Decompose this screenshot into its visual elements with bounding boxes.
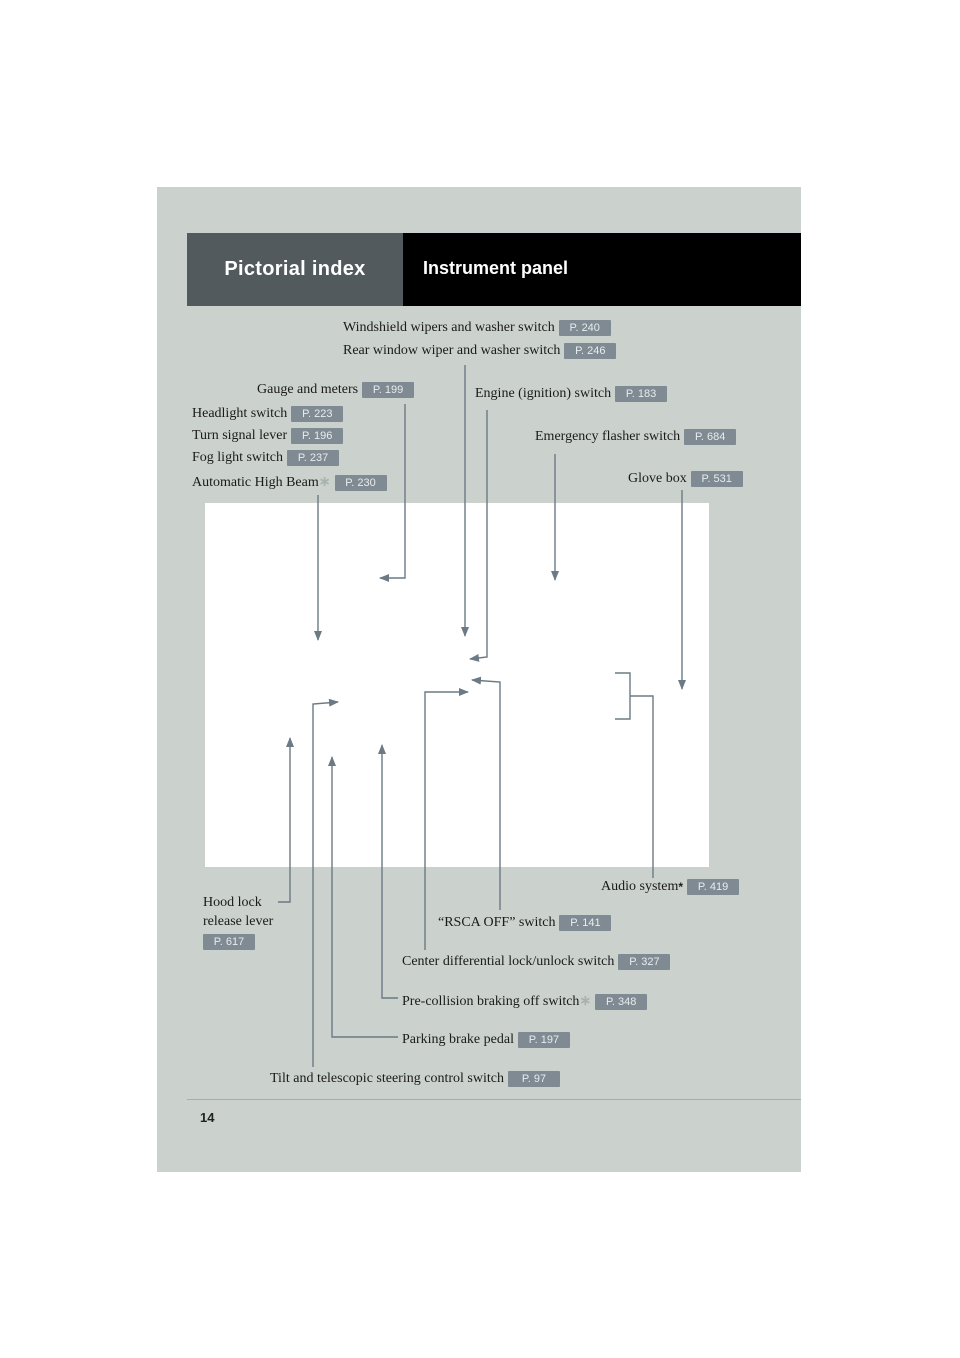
label-auto-high-beam	[192, 472, 387, 492]
page-ref-badge[interactable]: P. 327	[618, 954, 670, 970]
label-text: Fog light switch	[192, 450, 284, 465]
label-windshield-wipers	[343, 319, 611, 337]
label-center-diff	[402, 953, 670, 971]
leader-engine	[470, 410, 487, 659]
leader-pre-collision	[382, 745, 398, 998]
label-gauge-meters	[257, 381, 414, 399]
label-parking-brake	[402, 1031, 570, 1049]
label-text: Parking brake pedal	[402, 1032, 514, 1047]
label-hood-lock	[203, 893, 273, 951]
label-text: Windshield wipers and washer switch	[343, 320, 555, 335]
label-rsca-off	[438, 914, 611, 932]
page-ref-badge[interactable]: P. 97	[508, 1071, 560, 1087]
label-tilt-telescopic	[270, 1070, 560, 1088]
optional-equipment-mark: ∗	[579, 992, 592, 1008]
page-ref-badge[interactable]: P. 196	[291, 428, 343, 444]
footnote-mark: *	[678, 880, 684, 894]
section-title: Pictorial index	[224, 258, 366, 280]
page-ref-badge[interactable]: P. 197	[518, 1032, 570, 1048]
label-text: Engine (ignition) switch	[475, 386, 612, 401]
page-ref-badge[interactable]: P. 183	[615, 386, 667, 402]
label-audio-system	[601, 878, 739, 896]
footer-rule	[187, 1099, 801, 1100]
leader-audio	[630, 696, 653, 878]
page-ref-badge[interactable]: P. 199	[362, 382, 414, 398]
label-text: Tilt and telescopic steering control switch	[270, 1071, 504, 1086]
label-fog-light	[192, 449, 339, 467]
page-ref-badge[interactable]: P. 223	[291, 406, 343, 422]
page-ref-badge[interactable]: P. 246	[564, 343, 616, 359]
leader-hood	[278, 738, 290, 902]
label-text: release lever	[203, 914, 274, 929]
label-text: Gauge and meters	[257, 382, 359, 397]
label-engine-switch	[475, 385, 667, 403]
label-headlight-switch	[192, 405, 343, 423]
label-text: Rear window wiper and washer switch	[343, 343, 561, 358]
subsection-title: Instrument panel	[423, 258, 569, 278]
label-text: Headlight switch	[192, 406, 288, 421]
page-ref-badge[interactable]: P. 617	[203, 934, 255, 950]
label-text: Turn signal lever	[192, 428, 288, 443]
page-ref-badge[interactable]: P. 348	[595, 994, 647, 1010]
label-text: Pre-collision braking off switch	[402, 994, 580, 1009]
optional-equipment-mark: ∗	[318, 473, 331, 489]
label-text: Hood lock	[203, 895, 262, 910]
page-ref-badge[interactable]: P. 141	[559, 915, 611, 931]
page-ref-badge[interactable]: P. 237	[287, 450, 339, 466]
page-ref-badge[interactable]: P. 230	[335, 475, 387, 491]
label-text: Center differential lock/unlock switch	[402, 954, 615, 969]
label-text: Emergency flasher switch	[535, 429, 681, 444]
label-text: Automatic High Beam	[192, 475, 319, 490]
leader-center-diff	[425, 692, 468, 950]
page-ref-badge[interactable]: P. 419	[687, 879, 739, 895]
leader-tilt	[313, 702, 338, 1067]
label-glove-box	[628, 470, 743, 488]
label-emergency-flasher	[535, 428, 736, 446]
page-number: 14	[200, 1110, 215, 1125]
label-text: “RSCA OFF” switch	[438, 915, 556, 930]
label-rear-wiper	[343, 342, 616, 360]
page-ref-badge[interactable]: P. 240	[559, 320, 611, 336]
audio-bracket	[615, 673, 630, 719]
label-pre-collision	[402, 991, 647, 1011]
page-ref-badge[interactable]: P. 531	[691, 471, 743, 487]
page-ref-badge[interactable]: P. 684	[684, 429, 736, 445]
leader-parking	[332, 757, 398, 1037]
leader-rsca	[472, 680, 500, 910]
label-text: Glove box	[628, 471, 687, 486]
label-text: Audio system	[601, 879, 679, 894]
label-turn-signal	[192, 427, 343, 445]
